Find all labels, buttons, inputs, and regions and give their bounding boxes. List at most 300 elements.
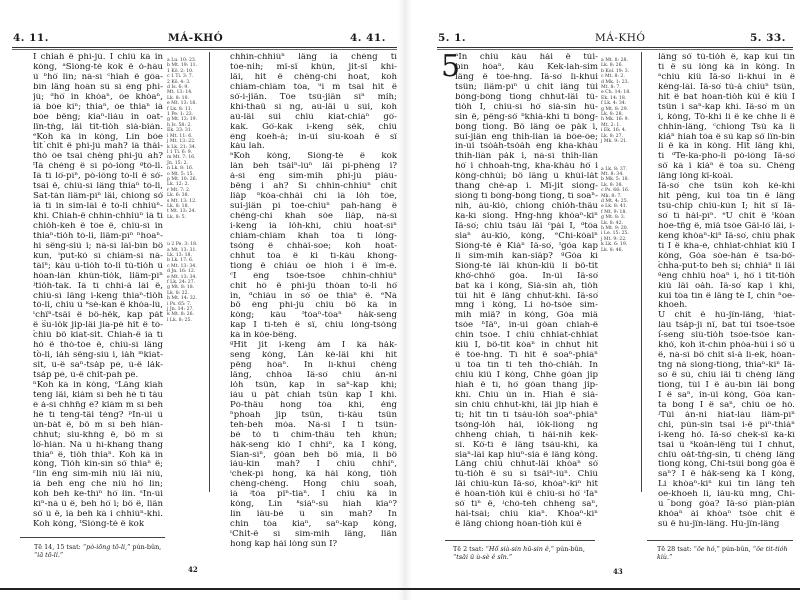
- text-line: [33, 103, 163, 113]
- text-line: [658, 93, 795, 103]
- text-line: [658, 351, 795, 361]
- cross-reference: t Mt. 13: 24.: [167, 209, 196, 215]
- verse-text: kàu lah.: [230, 142, 265, 152]
- verse-text: kap I tī-teh ê sî, chiū lóng-tsóng: [230, 321, 397, 331]
- text-line: [33, 510, 163, 520]
- text-line: [455, 202, 598, 212]
- verse-text: bīn hōaⁿ, kàu Kek-lah-sim: [455, 62, 598, 72]
- cross-reference: 1 Pe. 1: 23.: [167, 112, 194, 118]
- verse-text: jū; ᵈhō͘ in khòaⁿ, ōe khòaⁿ,: [33, 92, 163, 102]
- verse-text: kīⁿ-nā ū ê, beh hō͘ i; bô ê, liân: [33, 500, 163, 510]
- verse-text: Pō-thâu hong tōa khí, éng: [230, 400, 397, 410]
- text-line: [658, 421, 795, 431]
- header-rule: [12, 47, 397, 50]
- text-line: [455, 391, 598, 401]
- verse-text: á-sī ēng sím-mi̍h phì-jū piáu-: [230, 172, 397, 182]
- text-line: [33, 500, 163, 510]
- verse-text: Siōng-tè lâi khún-kiû lí bô-tit: [455, 261, 598, 271]
- verse-text: tiong, tùi I ê āu-bīn lâi bong: [658, 380, 795, 390]
- cross-reference: Lk. 8: 5.: [167, 214, 187, 220]
- text-line: [658, 401, 795, 411]
- cross-reference: d Is. 6: 9.: [167, 85, 189, 91]
- verse-text: ᵍHit ji̍t i-keng àm I kā ha̍k-: [230, 341, 397, 351]
- cross-reference: h Mt. 9: 20.: [601, 225, 629, 231]
- text-line: [455, 480, 598, 490]
- text-line: [455, 123, 598, 133]
- verse-text: si̍t, ū-ê saⁿ-tsa̍p pē, ū-ê la̍k-: [33, 361, 163, 371]
- text-line: [33, 451, 163, 461]
- text-line: [455, 142, 598, 152]
- text-line: [658, 470, 795, 480]
- cross-reference: Lk. 8: 27.: [601, 133, 623, 139]
- verse-text: kòng-chhùi; bô lâng ū khùi-la̍t: [455, 172, 598, 182]
- verse-text: ᶠIā chéng ê sī pò-iōng ᵍtō-li.: [33, 162, 163, 172]
- verse-text: lâng ê tōe-hng. Iâ-so͘ lī-khui: [455, 72, 598, 82]
- verse-text: Iâ-so͘ chē tsûn koh kè-khì: [658, 182, 795, 192]
- text-line: [230, 421, 397, 431]
- verse-text: tsāi ê, chiū-sī lâng thiaⁿ tō-li,: [33, 182, 163, 192]
- verse-text: tiong kóng, Chí-tsūi bong góa ê: [658, 460, 795, 470]
- text-line: [33, 381, 163, 391]
- text-line: [658, 490, 795, 500]
- text-line: [455, 292, 598, 302]
- text-line: [230, 292, 397, 302]
- verse-text: chēng-chēng. Hong chiū soah,: [230, 480, 397, 490]
- text-line: [658, 152, 795, 162]
- verse-text: ū tōa tīn tí teh thó-chia̍h. In: [455, 361, 598, 371]
- verse-text: ᵍēng chhiú hōaⁿ i, hō͘ i tit-tio̍h: [658, 271, 795, 281]
- text-line: [230, 500, 397, 510]
- text-line: [455, 83, 598, 93]
- text-line: [33, 182, 163, 192]
- cross-reference: 1 Kô. 2: 10.: [167, 68, 194, 74]
- verse-text: tit chit ê phì-jū mah? iā thái-: [33, 142, 163, 152]
- verse-text: kóng, Tio̍h kín-sīn só͘ thiaⁿ ê;: [33, 460, 163, 470]
- text-line: [658, 411, 795, 421]
- cross-reference: b Kol. 19: 3.: [601, 68, 630, 74]
- verse-text: seng kóng, Lán kè-lâi khì hit: [230, 351, 397, 361]
- text-line: [33, 142, 163, 152]
- cross-reference: Lk. 8: 18.: [167, 203, 189, 209]
- text-line: [33, 371, 163, 381]
- text-line: [230, 460, 397, 470]
- text-line: [33, 202, 163, 212]
- text-line: [230, 331, 397, 341]
- cross-reference: Lk. 13: 18.: [167, 253, 192, 258]
- text-line: [455, 192, 598, 202]
- verse-text: khó͘, koh it-chīn phòa-hùi i só͘ ū: [658, 341, 795, 351]
- verse-text: lāu tsa̍p-jī nî, bat tùi tsōe-tsōe: [658, 321, 795, 331]
- text-line: [658, 391, 795, 401]
- text-line: [230, 252, 397, 262]
- header-rule: [437, 47, 793, 50]
- verse-text: sui-jiân pí tōe-chiūⁿ pah-hāng ê: [230, 202, 397, 212]
- verse-text: thih-liān pa̍k i, nā-sī thih-liān: [455, 152, 598, 162]
- text-line: [33, 272, 163, 282]
- text-line: [230, 401, 397, 411]
- text-line: [658, 321, 795, 331]
- text-line: [230, 192, 397, 202]
- verse-text: chhìn-chhiūⁿ lâng iā chéng tī: [230, 53, 397, 62]
- text-line: [230, 490, 397, 500]
- cross-reference: j Mt. 9: 22.: [601, 236, 627, 242]
- verse-text: ē á-sī chhn̂g ē? kiám m̄ sī beh: [33, 400, 163, 410]
- cross-reference: i Mt. 11: 6.: [167, 133, 193, 139]
- text-line: [33, 292, 163, 302]
- text-line: [658, 133, 795, 143]
- text-column-4: [658, 53, 795, 530]
- verse-text: ˡChit-ê sī sím-mi̍h lâng, liân: [230, 530, 397, 539]
- text-line: [230, 262, 397, 272]
- verse-text: in-ūi tsóa̍h-tsóa̍h ēng kha-khàu: [455, 142, 598, 152]
- cross-reference: Lk. 8: 38.: [601, 182, 623, 188]
- verse-text: ta bong I ê saⁿ, chiū ōe hó.: [658, 400, 795, 410]
- text-line: [658, 232, 795, 242]
- verse-text: tō-li, chiū ū ᵏsè-kan ê khòa-lū,: [33, 301, 163, 311]
- cross-reference: Lk. 8: 46.: [601, 247, 623, 253]
- verse-text: só͘ ū ê, iā beh kā i chhiúⁿ-khì.: [33, 510, 163, 520]
- verse-text: tāiⁿ; kàu ū-tio̍h tō-li tú-tio̍h ū: [33, 261, 163, 271]
- cross-reference: i Le. 15: 25.: [601, 231, 629, 237]
- text-line: [230, 411, 397, 421]
- text-line: [455, 172, 598, 182]
- chapter-number: 5: [441, 49, 461, 84]
- text-line: [455, 262, 598, 272]
- text-line: [33, 301, 163, 311]
- text-line: [455, 451, 598, 461]
- text-line: [455, 490, 598, 500]
- verse-text: iā tī in sim-lāi ê tō-li chhiúⁿ-: [33, 202, 163, 212]
- verse-text: iā bōe kìⁿ; thiaⁿ, ōe thiaⁿ iā: [33, 102, 163, 112]
- verse-text: ⁱchek-pī hong, kā hái kóng, tio̍h: [230, 470, 397, 480]
- verse-text: siaⁿ àu-kiò, kóng, ᵉChí-kóaiⁿ: [455, 231, 598, 241]
- text-line: [33, 311, 163, 321]
- footnote: Tē 14, 15 tsat: “pò-iōng tō-li,” pún-bûn, “iā tō-lí.”: [34, 543, 162, 559]
- verse-text: kéng-lāi. Iâ-so͘ tú-á chiūⁿ tsûn,: [658, 82, 795, 92]
- text-line: [658, 113, 795, 123]
- verse-text: tsóng ê chhài-soe; koh hoat-: [230, 241, 397, 251]
- verse-text: mn̄g i kóng, Lí hō-tsòe sím-: [455, 301, 598, 311]
- verse-text: ēng koeh-á; in-ūi siu-koah ê sî: [230, 132, 397, 142]
- verse-text: teng lâi, kiám sī beh hē tī táu: [33, 390, 163, 400]
- cross-reference: Lk. 8: 10.: [167, 95, 189, 101]
- text-line: [455, 73, 598, 83]
- text-line: [455, 431, 598, 441]
- text-line: [33, 351, 163, 361]
- text-line: [455, 441, 598, 451]
- cross-reference: n Lk. 8: 16.: [167, 166, 194, 172]
- verse-text: hō͘ i chhoah-tn̄g, kha-khàu hō͘ i: [455, 162, 598, 172]
- text-line: [658, 431, 795, 441]
- text-line: [33, 490, 163, 500]
- verse-text: hē tī teng-tâi téng? ᵖIn-ūi ū: [33, 410, 163, 420]
- verse-text: tsóng-lo̍h hái, io̍k-liōng n̄g: [455, 420, 598, 430]
- verse-text: tōe-nih; mî-sî khùn, ji̍t-sî khí-: [230, 62, 397, 72]
- verse-text: hit ê bat hōan-tio̍h kúi ê kiû I: [658, 92, 795, 102]
- verse-text: Iâ-so͘; chiū tsáu lâi ᶜpài I, ᵈtōa: [455, 221, 598, 231]
- cross-reference: l Lk. 8: 25.: [167, 317, 192, 323]
- verse-text: kóng, Lín ᵏsiáⁿ-sū hiah kiaⁿ?: [230, 500, 397, 510]
- text-line: [33, 212, 163, 222]
- verse-text: só͘-í-jiân. Tōe tsū-jiân sīⁿ mi̍h;: [230, 92, 397, 102]
- verse-text: sin chiū chhut-khì, lâi ji̍p hiah ê: [455, 400, 598, 410]
- verse-text: lâng lóng kî-koài.: [658, 172, 734, 182]
- text-line: [658, 103, 795, 113]
- text-line: [33, 152, 163, 162]
- verse-text: Ū chi̍t ê hū-jîn-lâng, ⁱhiat-: [658, 311, 795, 321]
- cross-reference: b Lk. 17: 6.: [167, 258, 194, 264]
- text-line: [455, 520, 598, 530]
- verse-text: hí sêng-siū i; nā-sī lāi-bīn bô: [33, 241, 163, 251]
- verse-text: tī ê sū lóng kā in kóng. In: [658, 62, 795, 72]
- verse-text: tī ᵈTe-ka-pho-lí pò-iōng Iâ-so͘: [658, 152, 795, 162]
- text-line: [230, 451, 397, 461]
- text-line: [33, 441, 163, 451]
- cross-reference: e Mt. 13: 34.: [167, 274, 197, 280]
- verse-text: ū bong góa? Iâ-so͘ piàn-piàn: [658, 500, 795, 510]
- cross-reference: Mt. 2: 1.: [601, 122, 621, 128]
- text-line: [33, 162, 163, 172]
- verse-text: Lí khòaⁿ-kìⁿ kui tīn lâng teh: [658, 480, 795, 490]
- verse-text: bé tó tī chím-thâu teh khùn;: [230, 430, 397, 440]
- cross-reference: c Mt. 8: 2.: [601, 74, 625, 80]
- text-line: [230, 93, 397, 103]
- cross-reference: u 2 Pe. 3: 18.: [167, 242, 198, 248]
- text-line: [230, 123, 397, 133]
- verse-text: hong kap hái lóng sūn I?: [230, 539, 338, 549]
- verse-text: só͘ kā i kiáⁿ ê tōa sū. Chèng: [658, 162, 795, 172]
- verse-text: ᶜI ēng tsōe-tsōe chhìn-chhiūⁿ: [230, 271, 397, 281]
- cross-reference: l 1 Ti. 6: 9.: [167, 149, 193, 155]
- cross-reference: Lk. 12: 2.: [167, 182, 189, 188]
- cross-reference: h Is. 58: 2.: [167, 122, 192, 128]
- text-line: [33, 331, 163, 341]
- text-line: [230, 321, 397, 331]
- cross-reference: b Mt. 19: 11.: [167, 63, 198, 69]
- cross-reference: d Mt. 4: 25.: [601, 198, 629, 204]
- cross-reference: Lk. 8: 42.: [601, 220, 623, 226]
- footnote-rule: [20, 537, 165, 538]
- text-line: [658, 272, 795, 282]
- verse-text: hōe-tn̂g ê, miâ tsòe Gâi-lō͘ lâi, í-: [658, 221, 795, 231]
- text-line: [230, 351, 397, 361]
- verse-text: lí ê kā in kóng. Hit lâng khì,: [658, 142, 795, 152]
- cross-reference: a Lu. 10: 23.: [167, 58, 197, 63]
- verse-text: kiù lâi oa̍h. Iâ-so͘ kap i khì,: [658, 281, 795, 291]
- verse-text: iáu ū pa̍t chiah tsûn kap I khì.: [230, 390, 397, 400]
- cross-reference: Mt. 8: 34.: [601, 171, 624, 177]
- verse-text: lín iáu-bē ū sìn mah? In: [230, 510, 397, 520]
- verse-text: saⁿ? I ê ha̍k-seng kā I kóng,: [658, 470, 795, 480]
- page-number: 43: [613, 567, 623, 576]
- text-line: [658, 510, 795, 520]
- verse-text: lâng só͘ tú-tio̍h ê, kap kui tīn: [658, 53, 795, 62]
- text-line: [658, 182, 795, 192]
- cross-reference: h Mk. 16: 9.: [601, 117, 630, 123]
- verse-text: siōng tī bōng-bōng tiong, tī soaⁿ-: [455, 192, 598, 202]
- cross-reference: Lk. 8: 26.: [601, 63, 623, 69]
- verse-text: thó ōe tsai chèng phì-jū ah?: [33, 152, 163, 162]
- text-line: [230, 202, 397, 212]
- text-line: [455, 133, 598, 143]
- verse-text: so͘ tī hái-pīⁿ. ᵉŪ chi̍t ê ᶠkòan: [658, 212, 795, 221]
- text-line: [33, 470, 163, 480]
- text-line: [230, 232, 397, 242]
- verse-text: chi, pún-sin tsai i-ê pīⁿ-thiáⁿ: [658, 420, 795, 430]
- verse-text: Lâng chiū chhut-lâi khòaⁿ só͘: [455, 460, 598, 470]
- verse-text: chhut; siu-khǹg ê, bô m̄ sī: [33, 430, 163, 440]
- cross-reference: h Mt. 14: 32.: [167, 296, 198, 302]
- text-line: [658, 123, 795, 133]
- text-line: [230, 83, 397, 93]
- verse-text: chiū oa̍t-tńg-sin, tī chèng lâng: [658, 450, 795, 460]
- verse-text: ᵃIn chiū kàu hái ê tùi-: [455, 53, 598, 62]
- text-line: [658, 162, 795, 172]
- verse-text: ʳlín ēng sím-mi̍h niú lâi niú,: [33, 470, 163, 480]
- verse-text: chheng chiah, tī hái-nih kek-: [455, 430, 598, 440]
- verse-text: I chiah ê phì-jū. I chiū kā in: [33, 53, 163, 62]
- verse-text: tī; hit tīn tī tsáu-lo̍h soaⁿ-phiāⁿ: [455, 410, 598, 420]
- cross-reference: g Mt. 8: 29.: [601, 106, 629, 112]
- verse-text: chéng-chí khah sòe lia̍p, nā-sī: [230, 212, 397, 221]
- book-edge: [0, 588, 800, 590]
- cross-reference: Ek. 33: 31.: [167, 128, 193, 134]
- text-line: [230, 441, 397, 451]
- cross-reference: Lk. 6: 38.: [167, 193, 189, 199]
- text-line: [658, 83, 795, 93]
- text-line: [658, 371, 795, 381]
- verse-text: so͘ ê sū, chiū lâi tī chèng lâng: [658, 371, 795, 380]
- verse-text: ᵉKoh kā in kóng, Lín bōe: [33, 132, 163, 142]
- verse-text: kak. Gō͘-kak í-keng se̍k, chiū: [230, 122, 397, 132]
- text-line: [658, 192, 795, 202]
- verse-text: chhut tōa ê ki tī-kàu khong-: [230, 251, 397, 261]
- verse-text: Siōng-tè ê Kiáⁿ Iâ-so͘, ᶠgóa kap: [455, 241, 598, 251]
- verse-text: lâi chiū-kūn Iâ-so͘, khòaⁿ-kìⁿ hit: [455, 480, 598, 490]
- text-line: [455, 252, 598, 262]
- verse-text: chiū-sī lâng i-keng thiaⁿ-tio̍h: [33, 291, 163, 301]
- text-line: [230, 103, 397, 113]
- text-line: [33, 63, 163, 73]
- verse-text: lō͘-hiān. Nā ū hī-khang thang: [33, 440, 163, 450]
- text-line: [455, 321, 598, 331]
- text-line: [455, 421, 598, 431]
- cross-reference: Lk. 8: 22.: [167, 290, 189, 296]
- text-line: [33, 192, 163, 202]
- header-book-title: MÁ-KHÓ: [168, 32, 224, 44]
- cross-reference: r Mt. 7: 2.: [167, 187, 191, 193]
- verse-text: Iā tī lō͘-pīⁿ, pò-iōng tō-li ê só͘-: [33, 172, 163, 182]
- cross-reference: k Lk. 21: 34.: [167, 144, 197, 150]
- verse-text: Sat-tàn liâm-pīⁿ lâi, chiong só͘: [33, 192, 163, 202]
- text-line: [658, 460, 795, 470]
- text-line: [230, 371, 397, 381]
- verse-text: bōng-bōng tiong chhut-lâi tú-: [455, 92, 598, 102]
- verse-text: iā beh ēng che niú hō͘ lín;: [33, 480, 163, 490]
- text-line: [33, 401, 163, 411]
- verse-text: tsûn; liâm-pīⁿ ū chi̍t lâng tùi: [455, 82, 598, 92]
- verse-text: tio̍h I, chiū-sī hō͘ sià-sin hū-: [455, 102, 598, 112]
- right-page: [405, 0, 800, 600]
- text-line: [33, 520, 163, 530]
- text-line: [455, 242, 598, 252]
- verse-text: kā in kóe-bêng.: [230, 331, 297, 341]
- text-line: [33, 172, 163, 182]
- cross-reference: g Mt. 8: 3.: [601, 215, 626, 221]
- verse-text: ê tōe-hng. Tī hit ê soaⁿ-phiāⁿ: [455, 351, 598, 361]
- text-column-2: [230, 53, 397, 550]
- text-line: [455, 93, 598, 103]
- text-line: [230, 540, 397, 550]
- verse-text: kiáⁿ hiah tōa ê sū kap só͘ lîn-bín: [658, 132, 795, 142]
- text-line: [455, 371, 598, 381]
- text-line: [658, 331, 795, 341]
- verse-text: thiaⁿ ê, tio̍h thiaⁿ. Koh kā in: [33, 450, 163, 460]
- cross-reference: k Lk. 6: 19.: [601, 242, 628, 248]
- text-line: [230, 53, 397, 63]
- verse-text: hōan-lān khùn-tio̍k, liâm-pīⁿ: [33, 271, 163, 281]
- footnote: Tē 28 tsat: “ōe hó,” pún-bûn, “ōe tit-tio̍h kiù.”: [657, 545, 788, 561]
- text-line: [230, 222, 397, 232]
- verse-text: hiah ê tī, hō͘ góan thang ji̍p-: [455, 380, 598, 390]
- cross-reference: i Ek. 16: 4.: [601, 128, 627, 134]
- text-line: [230, 341, 397, 351]
- text-line: [33, 93, 163, 103]
- text-line: [33, 242, 163, 252]
- cross-reference: f Lk. 8: 11.: [167, 106, 193, 112]
- verse-text: keng khòaⁿ-kìⁿ Iâ-so͘, chiū phak: [658, 231, 795, 241]
- text-line: [230, 242, 397, 252]
- text-line: [658, 262, 795, 272]
- text-line: [455, 361, 598, 371]
- cross-reference: Mt. 13: 14.: [167, 90, 193, 96]
- verse-text: tsa̍p pē, ū-ê chit-pah pē.: [33, 371, 139, 380]
- verse-text: chiām-chiām tōa, ᵘí m̄ tsai hit ê: [230, 82, 397, 92]
- footnote-rule: [647, 540, 793, 541]
- header-chapter-verse-end: 4. 41.: [350, 32, 386, 44]
- verse-text: pêng hōaⁿ. In lī-khui chèng: [230, 361, 397, 371]
- verse-text: lán beh tsáiⁿ-iūⁿ lâi pí-phēng i?: [230, 162, 397, 172]
- cross-reference: b Mk. 5: 18.: [601, 177, 630, 183]
- text-line: [658, 520, 795, 530]
- text-line: [33, 282, 163, 292]
- verse-text: bōe bêng; kiaⁿ-liáu in oat-: [33, 112, 163, 122]
- text-line: [230, 431, 397, 441]
- text-line: [658, 202, 795, 212]
- verse-text: oe-khoeh lí, iáu-kú mn̄g, Chí-: [658, 490, 795, 500]
- cross-reference: a Mt. 8: 28.: [601, 58, 628, 63]
- cross-reference-column: [601, 58, 639, 253]
- text-line: [658, 381, 795, 391]
- text-line: [33, 53, 163, 63]
- text-line: [658, 500, 795, 510]
- text-line: [455, 301, 598, 311]
- text-line: [658, 441, 795, 451]
- text-line: [230, 152, 397, 162]
- verse-text: nih, àu-kiò, chiong chio̍h-thâu: [455, 202, 598, 212]
- text-line: [455, 272, 598, 282]
- verse-text: aū-lâi sūi chiū kiat-chiāⁿ gō͘-: [230, 112, 397, 122]
- cross-reference: d Jn. 16: 12.: [167, 269, 196, 275]
- text-line: [230, 63, 397, 73]
- verse-text: tō-li, ia̍h sêng-siū i, ia̍h ᵐkiat-: [33, 351, 163, 361]
- text-line: [455, 381, 598, 391]
- verse-text: i-seng siū-tio̍h tsōe-tsōe kan-: [658, 331, 795, 341]
- cross-reference: g Mt. 8: 18.: [167, 285, 195, 291]
- cross-reference: a Mt. 13: 31.: [167, 247, 197, 253]
- cross-reference: 2 Kô. 4: 3.: [167, 79, 191, 85]
- verse-text: in, ᵈchiàu in só͘ ōe thiaⁿ ê. ᵉNā: [230, 291, 397, 301]
